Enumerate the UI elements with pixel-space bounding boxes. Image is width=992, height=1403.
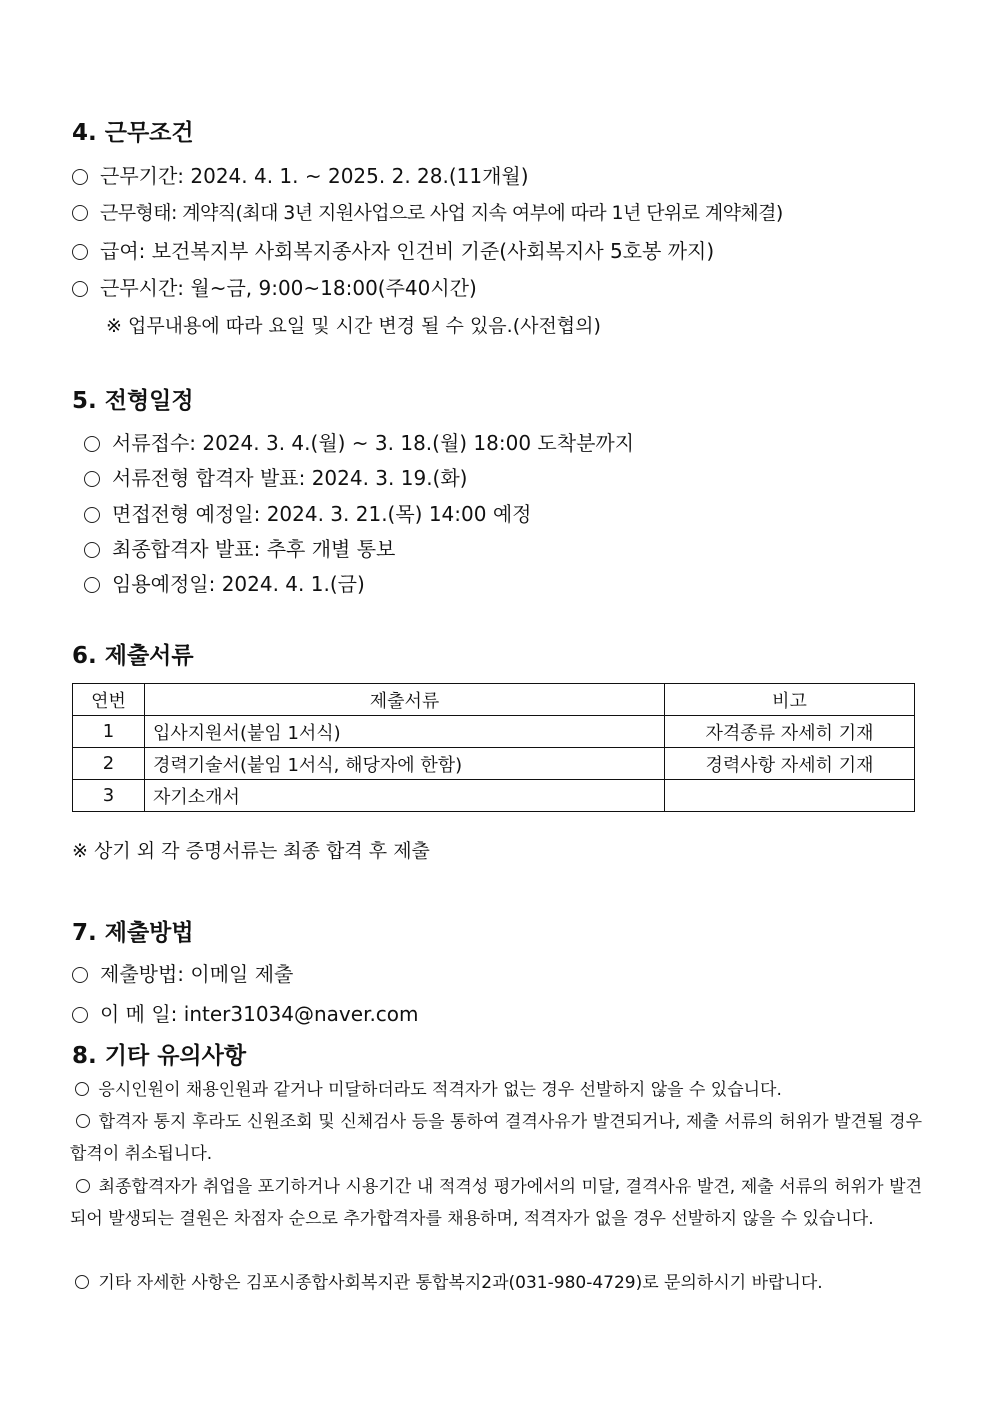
circle-bullet-icon <box>84 577 100 593</box>
section-8-item: 기타 자세한 사항은 김포시종합사회복지관 통합복지2과(031-980-4729)로 문의하시기 바랍니다. <box>70 1267 922 1299</box>
circle-bullet-icon <box>72 169 88 185</box>
section-7-title: 7. 제출방법 <box>72 920 194 946</box>
circle-bullet-icon <box>72 244 88 260</box>
section-5-item: 최종합격자 발표: 추후 개별 통보 <box>84 533 395 562</box>
table-header-cell: 제출서류 <box>145 684 665 716</box>
table-cell: 자격종류 자세히 기재 <box>665 716 915 748</box>
section-8-item: 응시인원이 채용인원과 같거나 미달하더라도 적격자가 없는 경우 선발하지 않을 수 있습니다. <box>70 1074 922 1106</box>
section-4-note: ※ 업무내용에 따라 요일 및 시간 변경 될 수 있음.(사전협의) <box>106 315 601 337</box>
circle-bullet-icon <box>84 542 100 558</box>
section-6-note: ※ 상기 외 각 증명서류는 최종 합격 후 제출 <box>72 840 430 862</box>
table-cell <box>665 780 915 812</box>
section-5-title: 5. 전형일정 <box>72 388 194 414</box>
documents-table <box>72 683 915 812</box>
circle-bullet-icon <box>72 281 88 297</box>
section-5-item: 임용예정일: 2024. 4. 1.(금) <box>84 568 365 597</box>
circle-bullet-icon <box>84 471 100 487</box>
section-4-item: 근무시간: 월~금, 9:00~18:00(주40시간) <box>72 272 477 301</box>
table-cell: 입사지원서(붙임 1서식) <box>145 716 665 748</box>
table-row <box>73 780 915 812</box>
section-7-item <box>72 998 419 1027</box>
section-8-title: 8. 기타 유의사항 <box>72 1043 247 1069</box>
section-8-item: 합격자 통지 후라도 신원조회 및 신체검사 등을 통하여 결격사유가 발견되거나, 제출 서류의 허위가 발견될 경우 합격이 취소됩니다. <box>70 1112 922 1164</box>
section-4-item: 근무형태: 계약직(최대 3년 지원사업으로 사업 지속 여부에 따라 1년 단위로 계약체결) <box>72 198 783 225</box>
circle-bullet-icon <box>72 967 88 983</box>
circle-bullet-icon <box>76 1114 90 1128</box>
section-4-item: 근무기간: 2024. 4. 1. ~ 2025. 2. 28.(11개월) <box>72 160 529 189</box>
email-address: 이 메 일: inter31034@naver.com <box>100 1002 419 1026</box>
table-header-row <box>73 684 915 716</box>
table-cell: 경력사항 자세히 기재 <box>665 748 915 780</box>
circle-bullet-icon <box>72 1007 88 1023</box>
section-5-item: 서류접수: 2024. 3. 4.(월) ~ 3. 18.(월) 18:00 도착분까지 <box>84 427 634 456</box>
table-header-cell: 연번 <box>73 684 145 716</box>
table-cell: 경력기술서(붙임 1서식, 해당자에 한함) <box>145 748 665 780</box>
circle-bullet-icon <box>75 1275 89 1289</box>
table-cell: 3 <box>73 780 145 812</box>
table-row <box>73 716 915 748</box>
section-6-title: 6. 제출서류 <box>72 643 194 669</box>
section-7-item: 제출방법: 이메일 제출 <box>72 958 293 987</box>
circle-bullet-icon <box>72 205 88 221</box>
circle-bullet-icon <box>75 1082 89 1096</box>
section-8-item: 최종합격자가 취업을 포기하거나 시용기간 내 적격성 평가에서의 미달, 결격사유 발견, 제출 서류의 허위가 발견되어 발생되는 결원은 차점자 순으로 추가합격자를 채용하며, 적격자가 없을 경우 선발하지 않을 수 있습니다. <box>70 1177 923 1229</box>
table-row <box>73 748 915 780</box>
circle-bullet-icon <box>84 507 100 523</box>
section-5-item: 서류전형 합격자 발표: 2024. 3. 19.(화) <box>84 462 467 491</box>
table-cell: 2 <box>73 748 145 780</box>
section-5-item: 면접전형 예정일: 2024. 3. 21.(목) 14:00 예정 <box>84 498 531 527</box>
table-header-cell: 비고 <box>665 684 915 716</box>
table-cell: 1 <box>73 716 145 748</box>
section-4-title: 4. 근무조건 <box>72 120 194 146</box>
circle-bullet-icon <box>76 1179 90 1193</box>
circle-bullet-icon <box>84 436 100 452</box>
table-cell: 자기소개서 <box>145 780 665 812</box>
section-4-item: 급여: 보건복지부 사회복지종사자 인건비 기준(사회복지사 5호봉 까지) <box>72 235 714 264</box>
